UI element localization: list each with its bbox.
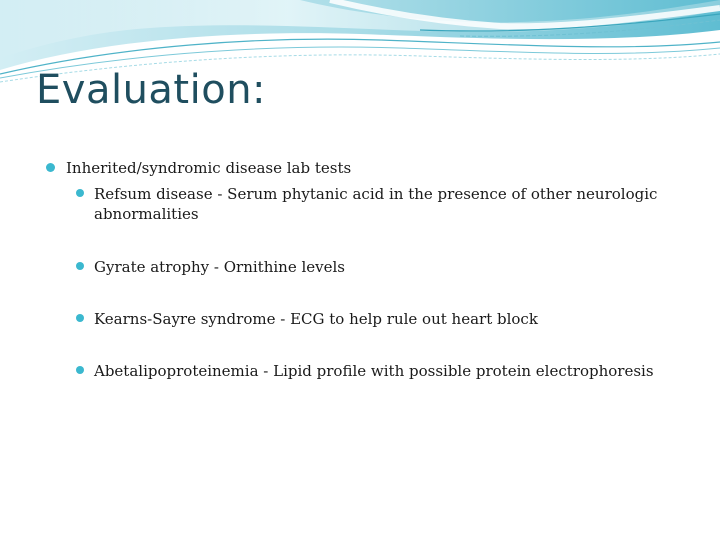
sub-bullet-refsum: [76, 184, 694, 224]
slide-title: Evaluation:: [36, 67, 267, 113]
bullet-dot-icon: [76, 314, 84, 322]
sub-bullet-text: Gyrate atrophy - Ornithine levels: [94, 258, 345, 276]
sub-bullet-gyrate: [76, 257, 694, 277]
sub-bullet-text: Abetalipoproteinemia - Lipid profile with possible protein electrophoresis: [94, 362, 654, 380]
main-bullet-text: Inherited/syndromic disease lab tests: [66, 159, 352, 177]
sub-bullet-abetalipoproteinemia: [76, 361, 694, 381]
bullet-dot-icon: [76, 366, 84, 374]
sub-bullet-text: Refsum disease - Serum phytanic acid in the presence of other neurologic abnormalities: [94, 185, 658, 223]
sub-bullet-text: Kearns-Sayre syndrome - ECG to help rule out heart block: [94, 310, 538, 328]
bullet-dot-icon: [46, 163, 55, 172]
main-bullet: [46, 158, 351, 178]
bullet-dot-icon: [76, 189, 84, 197]
bullet-dot-icon: [76, 262, 84, 270]
sub-bullet-kearns-sayre: [76, 309, 694, 329]
